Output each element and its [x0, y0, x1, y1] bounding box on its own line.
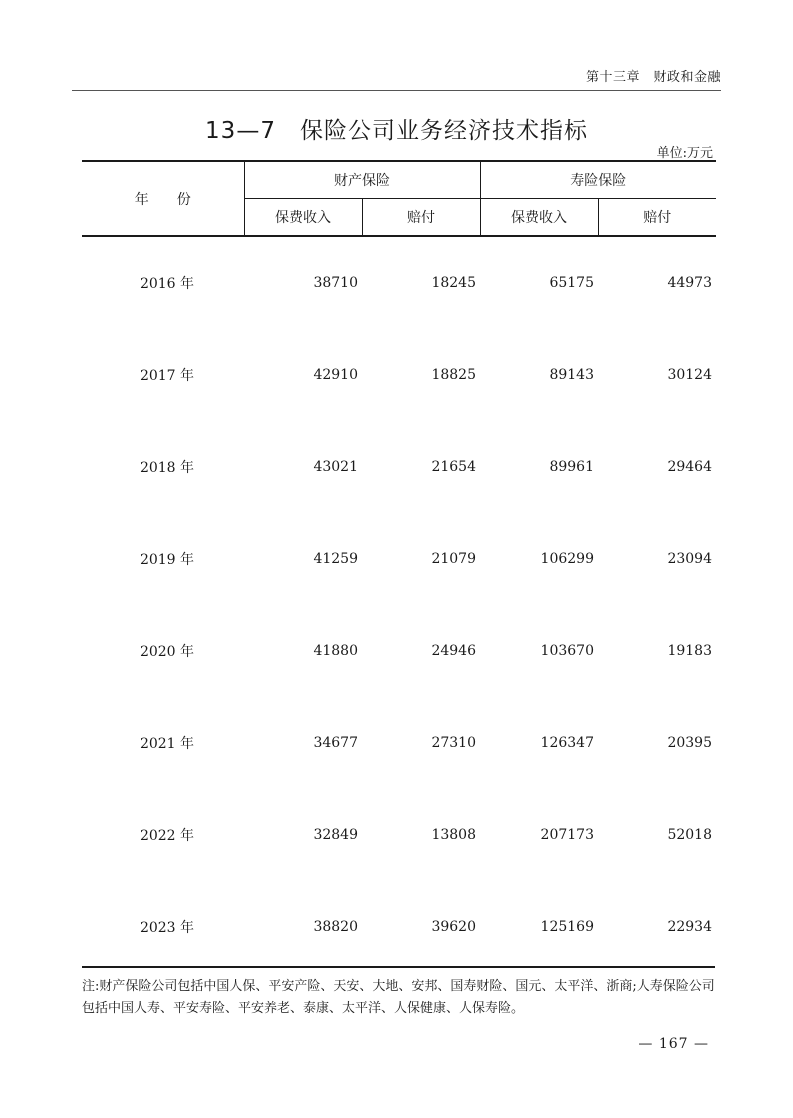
life-claims-cell: 20395 — [667, 735, 712, 751]
table-row — [82, 605, 716, 697]
property-premium-cell: 34677 — [313, 735, 358, 751]
life-claims-cell: 30124 — [667, 367, 712, 383]
property-premium-cell: 41259 — [313, 551, 358, 567]
life-premium-cell: 207173 — [540, 827, 594, 843]
group-header-property-insurance: 财产保险 — [244, 161, 480, 199]
table-row — [82, 513, 716, 605]
life-premium-cell: 106299 — [540, 551, 594, 567]
life-premium-cell: 103670 — [540, 643, 594, 659]
subheader-life-premium: 保费收入 — [480, 199, 598, 237]
subheader-property-claims: 赔付 — [362, 199, 480, 237]
property-premium-cell: 32849 — [313, 827, 358, 843]
group-header-life-insurance: 寿险保险 — [480, 161, 716, 199]
table-bottom-rule — [82, 966, 715, 968]
page-title: 13—7 保险公司业务经济技术指标 — [205, 118, 588, 144]
header-rule — [72, 90, 721, 91]
row-year: 2019 年 — [139, 552, 195, 568]
property-premium-cell: 43021 — [313, 459, 358, 475]
table-row — [82, 329, 716, 421]
property-claims-cell: 24946 — [431, 643, 476, 659]
row-year: 2016 年 — [139, 276, 195, 292]
property-claims-cell: 21079 — [431, 551, 476, 567]
table-row — [82, 697, 716, 789]
life-premium-cell: 65175 — [549, 275, 594, 291]
chapter-header: 第十三章 财政和金融 — [585, 70, 721, 85]
unit-label: 单位:万元 — [656, 146, 713, 161]
table-row — [82, 421, 716, 513]
property-claims-cell: 18825 — [431, 367, 476, 383]
property-premium-cell: 38710 — [313, 275, 358, 291]
data-table-container — [82, 160, 715, 973]
table-row — [82, 236, 716, 329]
life-premium-cell: 89143 — [549, 367, 594, 383]
table-row — [82, 881, 716, 973]
row-year: 2022 年 — [139, 828, 195, 844]
property-claims-cell: 13808 — [431, 827, 476, 843]
life-claims-cell: 29464 — [667, 459, 712, 475]
property-premium-cell: 41880 — [313, 643, 358, 659]
life-claims-cell: 44973 — [667, 275, 712, 291]
page-number: — 167 — — [638, 1036, 709, 1052]
property-claims-cell: 27310 — [431, 735, 476, 751]
row-year: 2018 年 — [139, 460, 195, 476]
property-premium-cell: 42910 — [313, 367, 358, 383]
life-claims-cell: 23094 — [667, 551, 712, 567]
life-premium-cell: 89961 — [549, 459, 594, 475]
row-year: 2021 年 — [139, 736, 195, 752]
property-premium-cell: 38820 — [313, 919, 358, 935]
life-premium-cell: 126347 — [540, 735, 594, 751]
property-claims-cell: 21654 — [431, 459, 476, 475]
row-year: 2020 年 — [139, 644, 195, 660]
life-claims-cell: 19183 — [667, 643, 712, 659]
row-year: 2023 年 — [139, 920, 195, 936]
property-claims-cell: 39620 — [431, 919, 476, 935]
table-note: 注:财产保险公司包括中国人保、平安产险、天安、大地、安邦、国寿财险、国元、太平洋、浙商;人寿保险公司包括中国人寿、平安寿险、平安养老、泰康、太平洋、人保健康、人保寿险。 — [82, 979, 715, 1016]
life-premium-cell: 125169 — [540, 919, 594, 935]
life-claims-cell: 52018 — [667, 827, 712, 843]
row-year: 2017 年 — [139, 368, 195, 384]
subheader-life-claims: 赔付 — [598, 199, 716, 237]
life-claims-cell: 22934 — [667, 919, 712, 935]
subheader-property-premium: 保费收入 — [244, 199, 362, 237]
year-column-header: 年 份 — [82, 161, 244, 236]
property-claims-cell: 18245 — [431, 275, 476, 291]
table-row — [82, 789, 716, 881]
data-table — [82, 160, 716, 973]
